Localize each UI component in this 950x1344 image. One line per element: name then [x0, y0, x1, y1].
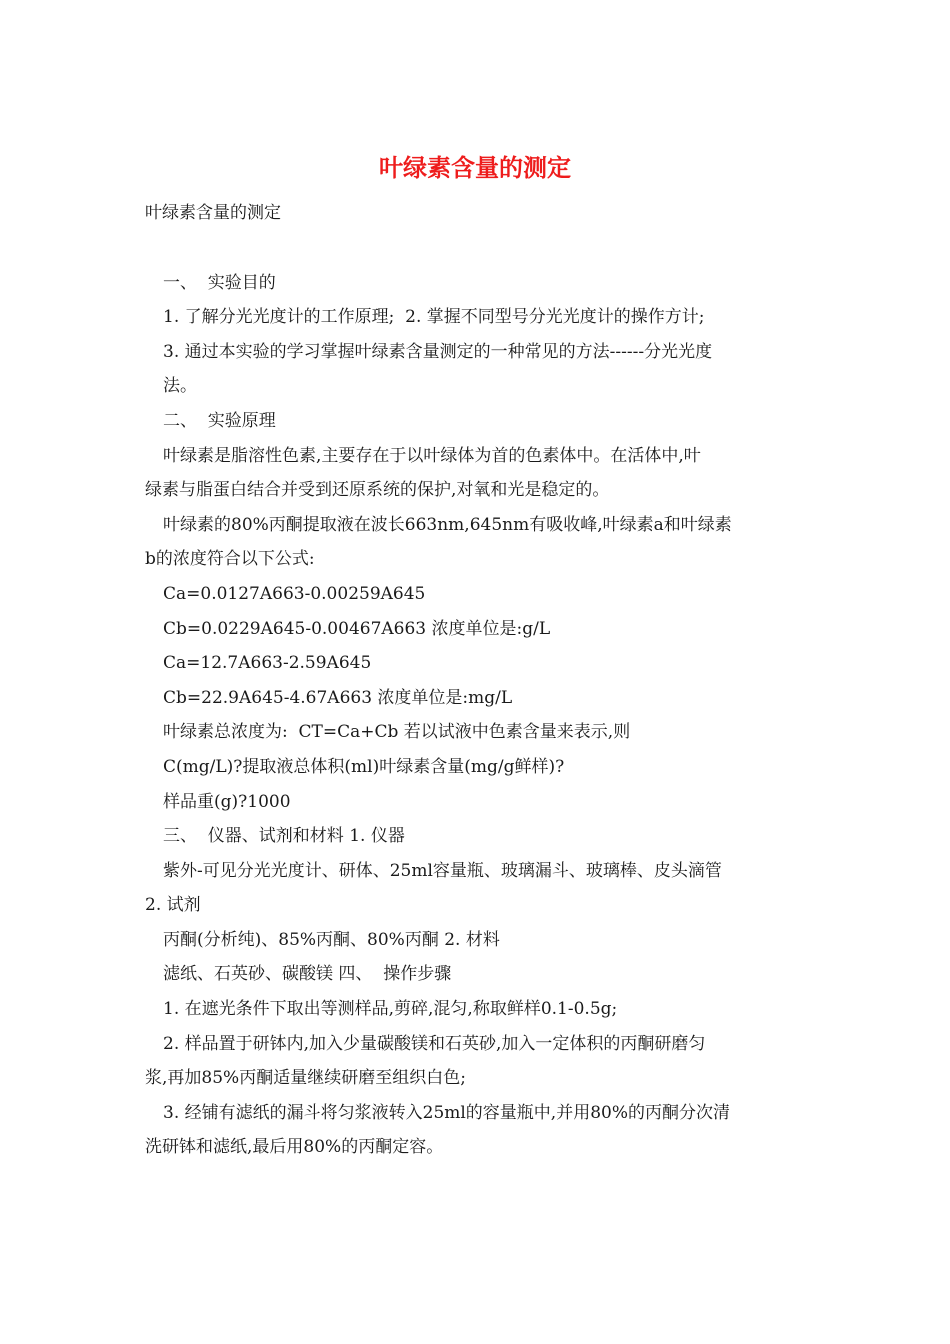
step-line: 洗研钵和滤纸,最后用80%的丙酮定容。: [145, 1137, 444, 1158]
step-line: 3. 经铺有滤纸的漏斗将匀浆液转入25ml的容量瓶中,并用80%的丙酮分次清: [163, 1102, 731, 1123]
paragraph-line: 2. 试剂: [145, 895, 201, 916]
step-line: 2. 样品置于研钵内,加入少量碳酸镁和石英砂,加入一定体积的丙酮研磨匀: [163, 1033, 706, 1054]
paragraph-line: 滤纸、石英砂、碳酸镁 四、 操作步骤: [163, 964, 452, 985]
paragraph-line: 绿素与脂蛋白结合并受到还原系统的保护,对氧和光是稳定的。: [145, 480, 610, 501]
paragraph-line: 丙酮(分析纯)、85%丙酮、80%丙酮 2. 材料: [163, 929, 500, 950]
paragraph-line: 叶绿素是脂溶性色素,主要存在于以叶绿体为首的色素体中。在活体中,叶: [163, 445, 701, 466]
formula-line: Ca=12.7A663-2.59A645: [163, 653, 372, 674]
document-title: 叶绿素含量的测定: [379, 154, 571, 182]
blank-line: [145, 231, 815, 266]
step-line: 1. 在遮光条件下取出等测样品,剪碎,混匀,称取鲜样0.1-0.5g;: [163, 999, 618, 1020]
section-heading-principle: 二、 实验原理: [163, 410, 276, 431]
paragraph-line: 3. 通过本实验的学习掌握叶绿素含量测定的一种常见的方法------分光光度: [163, 341, 713, 362]
paragraph-line: C(mg/L)?提取液总体积(ml)叶绿素含量(mg/g鲜样)?: [163, 756, 565, 777]
paragraph-line: 紫外-可见分光光度计、研体、25ml容量瓶、玻璃漏斗、玻璃棒、皮头滴管: [163, 860, 722, 881]
document-body: [145, 196, 815, 1165]
paragraph-line: 叶绿素总浓度为: CT=Ca+Cb 若以试液中色素含量来表示,则: [163, 722, 631, 743]
paragraph-line: 样品重(g)?1000: [163, 791, 291, 812]
document-subtitle: 叶绿素含量的测定: [145, 203, 281, 223]
section-heading-materials: 三、 仪器、试剂和材料 1. 仪器: [163, 826, 405, 847]
formula-line: Cb=0.0229A645-0.00467A663 浓度单位是:g/L: [163, 618, 551, 639]
section-heading-purpose: 一、 实验目的: [163, 272, 276, 293]
formula-line: Cb=22.9A645-4.67A663 浓度单位是:mg/L: [163, 687, 513, 708]
paragraph-line: 叶绿素的80%丙酮提取液在波长663nm,645nm有吸收峰,叶绿素a和叶绿素: [163, 514, 732, 535]
paragraph-line: 法。: [163, 376, 197, 397]
paragraph-line: b的浓度符合以下公式:: [145, 549, 315, 570]
paragraph-line: 1. 了解分光光度计的工作原理; 2. 掌握不同型号分光光度计的操作方计;: [163, 307, 705, 328]
step-line: 浆,再加85%丙酮适量继续研磨至组织白色;: [145, 1068, 466, 1089]
formula-line: Ca=0.0127A663-0.00259A645: [163, 583, 426, 604]
